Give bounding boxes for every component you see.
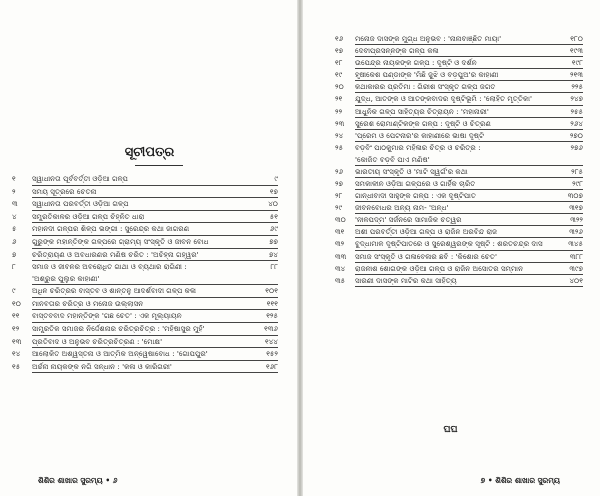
entry-title: ହୃଷୀକେଶ ପଣ୍ଡାଙ୍କ 'ମିଛି ଜୁଝି ଓ ବଡ଼ପୁଅ'ର କାହାଣୀ xyxy=(355,70,499,80)
entry-page: ୩୦୭ xyxy=(567,191,583,201)
entry-number: ୧୮ xyxy=(335,58,343,68)
toc-entry xyxy=(12,361,278,374)
page-footer-left: ଶିଶିର ଶାଖାର ସୁରମ୍ୟ • ୬ xyxy=(38,476,118,485)
entry-number: ୩୦ xyxy=(335,215,346,225)
entry-page: ୪୦୧ xyxy=(569,275,583,285)
toc-entry xyxy=(335,45,583,57)
entry-page: ୨୫୫ xyxy=(570,106,583,116)
toc-title: ସୂଚୀପତ୍ର xyxy=(124,145,175,160)
entry-underline xyxy=(32,372,278,373)
entry-page: ୩୮୮ xyxy=(569,251,583,261)
title-underline xyxy=(135,165,183,166)
toc-entry xyxy=(335,69,583,81)
entry-page: ୧୧୧ xyxy=(266,298,278,308)
entry-page: ୨୬୪ xyxy=(570,118,583,128)
toc-entry xyxy=(335,251,583,263)
entry-number: ୨୯ xyxy=(335,203,343,213)
toc-entry xyxy=(12,236,278,249)
entry-title: ବଡ଼ବିଂ ପାଠକୁମାର ମହିଳାର ଚିତ୍ର ଓ ଚରିତ୍ର : xyxy=(355,142,481,152)
entry-number: ୨୨ xyxy=(335,106,343,116)
entry-number: ୧୫ xyxy=(12,361,21,371)
entry-title-continued: 'କୋଜିତ ବଡ଼ବି ପାଏ ମଣିଷ' xyxy=(355,154,430,164)
entry-page: ୧୬୮ xyxy=(265,361,278,371)
entry-title: ଚରିତ୍ରାୟଣ ଓ ଅବଧାରଣର ମଣିଷ ଚରିତ : 'ଅଚିହ୍ନା ଗହ୍ୱର' xyxy=(32,249,199,259)
toc-list-right xyxy=(335,33,583,287)
entry-number: ୨୫ xyxy=(335,142,344,152)
entry-page: ୧୮୦ xyxy=(570,34,583,43)
toc-list-left xyxy=(12,173,278,373)
entry-title: ପ୍ରତିବାଦ ଓ ଅନୁଭବ ଚରିତ୍ରଚିତ୍ରଣ : 'ମୋକ୍ଷ' xyxy=(32,336,163,346)
entry-title: ସାରଣୀ ଦାସଙ୍କ ମାଟିର କଥା ସାହିତ୍ୟ xyxy=(355,275,457,285)
entry-title: ସ୍ୱାଧୀନତା ପୂର୍ବବର୍ତ୍ତୀ ଓଡ଼ିଆ ଗଳ୍ପ xyxy=(32,174,129,183)
entry-number: ୧୭ xyxy=(335,46,344,56)
entry-page: ୧୩୬ xyxy=(264,323,278,333)
toc-entry xyxy=(335,190,583,202)
entry-title: ସୁରେଶ ରୋମାଣ୍ଟିକଙ୍କ ଗଳ୍ପ : ଦୃଷ୍ଟି ଓ ଚିତ୍ରଣ xyxy=(355,118,491,128)
entry-number: ୮ xyxy=(12,262,16,272)
page-footer-right: ୭ • ଶିଶିର ଶାଖାର ସୁରମ୍ୟ xyxy=(480,476,560,485)
entry-page: ୨୨୫ xyxy=(571,82,583,92)
toc-entry xyxy=(12,323,278,336)
toc-entry xyxy=(12,249,278,262)
entry-number: ୨୮ xyxy=(335,191,343,201)
entry-page: ୫୧ xyxy=(269,211,278,221)
entry-number: ୩୩ xyxy=(335,251,347,261)
entry-page: ୨୮୫ xyxy=(571,166,583,176)
toc-entry xyxy=(335,142,583,166)
toc-entry xyxy=(335,93,583,105)
entry-title: ସମ୍ପ୍ରତିକାଳର ଓଡ଼ିଆ ଗଳ୍ପ ଚିହ୍ନିତ ଧାରା xyxy=(32,211,145,221)
entry-number: ୧୧ xyxy=(12,311,20,321)
entry-underline xyxy=(355,286,583,287)
entry-number: ୩ xyxy=(12,199,18,209)
entry-page: ୬୯ xyxy=(269,224,278,234)
entry-page: ୯ xyxy=(274,174,278,183)
entry-page: ୭୪ xyxy=(268,249,278,259)
toc-entry xyxy=(335,202,583,214)
entry-title: ଆଧୁନିକ ଗଳ୍ପ ସାହିତ୍ୟର ଚିତ୍ରାୟନ : 'ମହାନାରୀ' xyxy=(355,106,489,116)
entry-page: ୩୨୨ xyxy=(570,215,583,225)
entry-title: ଅଶୀ ପରବର୍ତ୍ତୀ ଓଡ଼ିଆ ଗଳ୍ପ ଓ ରାଜିନ ଅରବିନ୍ଦ ରାଜ xyxy=(355,227,498,237)
entry-title: 'ନୀଳପଦ୍ମ' ସର୍ଜନରେ ସାମାଜିକ ଚତ୍ୱର xyxy=(355,215,462,225)
entry-title: ଅର୍ଚ୍ଚନା ନାୟକଙ୍କ ନଗି ସନ୍ଧାନ : 'କଳା ଓ କାରିଗରୀ' xyxy=(32,361,172,371)
toc-entry xyxy=(12,336,278,349)
entry-title: ସାମ୍ପ୍ରତିକ ସମାଜର ନିର୍ଦ୍ଦେଶନାର ଚରିତ୍ରଚିତ୍ର : 'ମହିଷାସୁର ମୁହଁ' xyxy=(32,323,205,333)
entry-number: ୧୩ xyxy=(12,336,22,346)
entry-title: ଅଧିନ ଚରିତ୍ରର ବାସ୍ତବ ଓ ଶାନ୍ତନୁ ଆଦର୍ଶବାଦୀ ଗଳ୍ପ କଳା xyxy=(32,286,197,296)
entry-page: ୩୧୭ xyxy=(569,203,583,213)
entry-number: ୯ xyxy=(12,286,16,296)
entry-title: କଥାକାରର ପ୍ରତିମା : ଗିରୀଶ ସଂସ୍କୃତ ଗଳ୍ପ ଜଗତ xyxy=(355,82,496,92)
entry-title: 'ପ୍ରେମ ଓ ପେଟନାର'ର କାହାଣୀରେ ଭାଷା ଦୃଷ୍ଟି xyxy=(355,130,485,140)
entry-title: ସମୟ ସୂତ୍ରରେ ଚେତନା xyxy=(32,186,97,196)
entry-number: ୨ xyxy=(12,186,16,196)
toc-entry xyxy=(12,298,278,311)
entry-page: ୧୯୩ xyxy=(570,46,583,56)
entry-title: ମହାନଦୀ ଗଳ୍ପର ଶିଳ୍ପ ଭଙ୍ଗୀ : ସୁରେନ୍ଦ୍ର କଥା ଜାଗରଣ xyxy=(32,224,190,234)
entry-page: ୪୦ xyxy=(268,199,278,209)
entry-page: ୨୭୬ xyxy=(570,142,583,152)
left-page xyxy=(0,0,299,496)
toc-entry xyxy=(12,198,278,211)
toc-entry xyxy=(12,223,278,236)
entry-title: ଗୁରୁଙ୍କ ମହାନ୍ତିଙ୍କ ଗଳ୍ପରେ ଗ୍ରାମ୍ୟ ସଂସ୍କୃତି ଓ ଜୀବନ ବୋଧ xyxy=(32,236,209,246)
entry-title: ସମାଜ ଓ ଜୀବନର ଅବରୋଧିତ ଗାଥା ଓ ବ୍ୟଥାର ରାଗିଣୀ : xyxy=(32,262,187,272)
entry-title: ବାସ୍ତବବାଦ ମହାନ୍ତିଙ୍କ 'ଗଛ ଚେତ' : ଏକ ମୂଲ୍ୟାୟନ xyxy=(32,311,182,321)
entry-title: ଦେବୀପ୍ରସନ୍ନଙ୍କ ଗଳ୍ପ କଳା xyxy=(355,46,439,56)
toc-entry xyxy=(12,261,278,285)
entry-number: ୨୧ xyxy=(335,94,343,104)
entry-title: ଜୀବନବୋଧର ଅନ୍ୟ ନାମ- 'ଅନ୍ଧ' xyxy=(355,203,449,213)
toc-entry xyxy=(335,81,583,93)
right-page xyxy=(301,0,600,496)
entry-title: ସ୍ୱାଧୀନତା ପରବର୍ତ୍ତୀ ଓଡ଼ିଆ ଗଳ୍ପ xyxy=(32,199,129,209)
entry-page: ୧୯୮ xyxy=(571,58,583,68)
entry-page: ୨୯୮ xyxy=(572,178,583,188)
entry-number: ୧୪ xyxy=(12,349,21,359)
entry-page: ୮୮ xyxy=(270,262,278,272)
entry-number: ୨୩ xyxy=(335,118,345,128)
toc-entry xyxy=(335,33,583,45)
entry-title: ଯୁଦ୍ଧ, ଆତଙ୍କ ଓ ଆତଙ୍କବାଦର ଦୃଷ୍ଟିଭୂମି : 'ଲୋହିତ ମୃତ୍ତିକା' xyxy=(355,94,532,104)
entry-number: ୫ xyxy=(12,224,17,234)
toc-entry xyxy=(335,226,583,238)
entry-title: ଭାରତୀୟ ସଂସ୍କୃତି ଓ 'ମାଟି ସ୍ୱର୍ଗ'ର କଥା xyxy=(355,166,468,176)
entry-title: ଆଲୋକିତ ଅଶ୍ୱସ୍ତନା ଓ ଆତ୍ମିକ ଅନ୍ୱେଷାବୋଧ : 'ଗୋପପୁର' xyxy=(32,349,208,359)
entry-page: ୧୦୧ xyxy=(265,286,278,296)
entry-number: ୧୨ xyxy=(12,323,20,333)
entry-title: ସମାଜ ସଂସ୍କୃତି ଓ ଗଳାବେଳାର ଛବି : 'କିଶୋର ଚେତ' xyxy=(355,251,497,261)
entry-number: ୭ xyxy=(12,249,17,259)
entry-page: ୨୧୩ xyxy=(570,70,583,80)
entry-page: ୩୯୭ xyxy=(569,263,583,273)
entry-page: ୩୨୬ xyxy=(569,227,583,237)
entry-number: ୨୬ xyxy=(335,166,344,176)
entry-number: ୧୬ xyxy=(335,34,344,43)
end-mark: ଘଘ xyxy=(443,425,458,435)
entry-title: ଗାନ୍ଧୀବାଦୀ ସାହୁଙ୍କ ଗଳ୍ପ : ଏକ ଦୃଷ୍ଟିପାତ xyxy=(355,191,477,201)
entry-title-continued: 'ଅଶ୍ରୁର ପୁଲୁର କାହାଣୀ' xyxy=(32,274,100,284)
entry-title: ସମକାଳୀନ ଓଡ଼ିଆ ଗଳ୍ପରେ ଓ ଗାର୍ହିକ ଚାରିତ xyxy=(355,178,476,188)
entry-number: ୨୭ xyxy=(335,178,343,188)
toc-entry xyxy=(335,106,583,118)
entry-number: ୩୨ xyxy=(335,239,345,249)
entry-page: ୩୪୫ xyxy=(568,239,583,249)
toc-entry xyxy=(12,186,278,199)
toc-entry xyxy=(12,211,278,224)
toc-entry xyxy=(335,178,583,190)
entry-number: ୩୪ xyxy=(335,263,346,273)
entry-title: ରାଜନୀଶ ଶୋଗଙ୍କ ଓଡ଼ିଆ ଗଳ୍ପ ଓ ରାଜିନ ଅସୋତର ସମ୍ମାନ xyxy=(355,263,524,273)
entry-page: ୧୨୫ xyxy=(266,311,278,321)
entry-page: ୧୫୨ xyxy=(266,349,278,359)
entry-title: ମାନବତାର ଚରିତ୍ର ଓ ମନୋଜ ଉଲ୍ଲାସନ xyxy=(32,298,144,308)
toc-entry xyxy=(335,130,583,142)
toc-entry xyxy=(335,57,583,69)
entry-page: ୭୭ xyxy=(269,236,278,246)
toc-entry xyxy=(12,173,278,186)
toc-entry xyxy=(12,285,278,298)
entry-page: ୨୭୦ xyxy=(569,130,583,140)
toc-entry xyxy=(335,118,583,130)
entry-title: ମନୋଜ ଦାସଙ୍କ ମୁଗ୍ଧ ଅନୁଭବ : 'ନାନାବାଞ୍ଛିତ ମାୟା' xyxy=(355,34,502,43)
entry-number: ୩୫ xyxy=(335,275,346,285)
entry-number: ୧୯ xyxy=(335,70,343,80)
toc-entry xyxy=(335,238,583,250)
entry-number: ୬ xyxy=(12,236,17,246)
entry-number: ୧୦ xyxy=(12,298,21,308)
toc-entry xyxy=(12,348,278,361)
toc-entry xyxy=(335,275,583,287)
toc-entry xyxy=(12,310,278,323)
entry-number: ୧ xyxy=(12,174,16,183)
entry-title: ବୁଦ୍ଧାମାଳ ଦୃଷ୍ଟିପାତରେ ଓ ସୁରେଶ୍ୱରଙ୍କ ସୃଷ୍ଟି : ଶରତଚନ୍ଦ୍ର ଦାସ xyxy=(355,239,543,249)
entry-page: ୧୪୪ xyxy=(265,336,278,346)
entry-number: ୪ xyxy=(12,211,17,221)
entry-number: ୨୪ xyxy=(335,130,344,140)
entry-page: ୧୭ xyxy=(269,186,278,196)
entry-number: ୨୦ xyxy=(335,82,344,92)
toc-entry xyxy=(335,166,583,178)
entry-title: ଉପେନ୍ଦ୍ର ନାୟକଙ୍କ ଗଳ୍ପ : ଦୃଷ୍ଟି ଓ ଦର୍ଶନ xyxy=(355,58,477,68)
toc-entry xyxy=(335,214,583,226)
entry-number: ୩୧ xyxy=(335,227,345,237)
entry-page: ୨୪୭ xyxy=(570,94,583,104)
toc-entry xyxy=(335,263,583,275)
